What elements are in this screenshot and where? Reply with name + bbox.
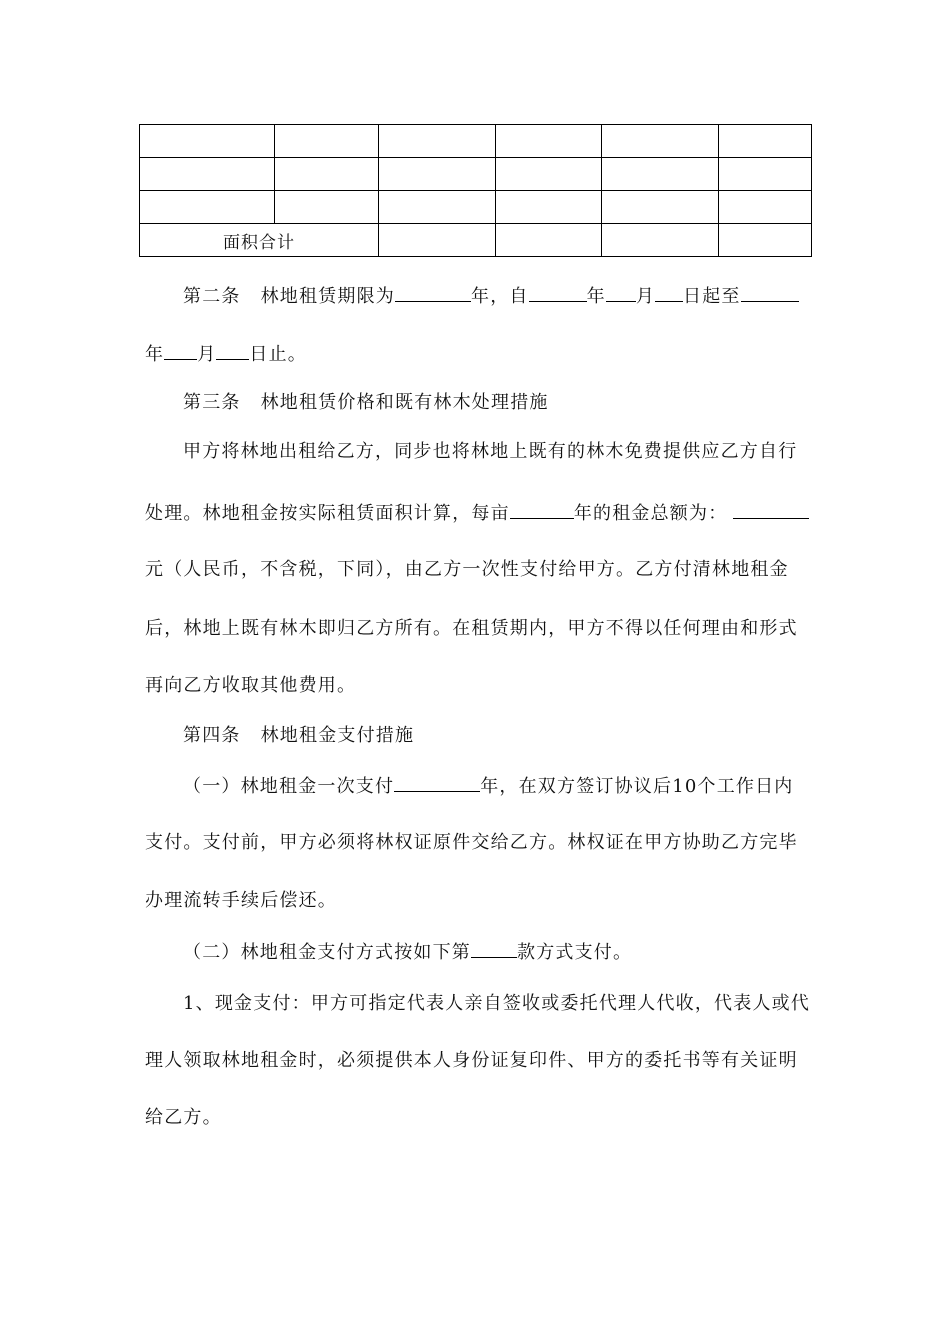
table-cell — [379, 224, 496, 257]
text: 年 — [586, 286, 606, 307]
article4-heading: 第四条 — [183, 725, 241, 746]
table-cell — [719, 224, 812, 257]
paragraph-line: 理人领取林地租金时，必须提供本人身份证复印件、甲方的委托书等有关证明 — [145, 1050, 798, 1071]
table-cell — [602, 224, 719, 257]
text: 月 — [197, 344, 217, 365]
paragraph-line: 支付。支付前，甲方必须将林权证原件交给乙方。林权证在甲方协助乙方完毕 — [145, 832, 798, 853]
blank-field — [394, 773, 480, 792]
paragraph-line — [183, 939, 810, 965]
article4-heading-line — [183, 724, 810, 748]
table-cell — [140, 125, 275, 158]
text: （一）林地租金一次支付 — [183, 776, 395, 797]
article3-heading: 第三条 — [183, 392, 241, 413]
area-table — [139, 124, 812, 257]
blank-field — [216, 341, 249, 360]
table-cell — [275, 125, 379, 158]
paragraph-line: 再向乙方收取其他费用。 — [145, 675, 357, 696]
text: 日止。 — [249, 344, 308, 365]
text: 月 — [635, 286, 656, 307]
blank-field — [471, 939, 517, 958]
blank-field — [733, 500, 809, 519]
text: 年，自 — [471, 286, 529, 307]
text: 日起至 — [683, 286, 741, 307]
text: 年的租金总额为： — [573, 503, 728, 524]
table-cell — [496, 158, 602, 191]
table-cell — [719, 191, 812, 224]
text: 年，在双方签订协议后10个工作日内 — [480, 776, 794, 797]
table-row-total — [140, 224, 812, 257]
paragraph-line: 1、现金支付：甲方可指定代表人亲自签收或委托代理人代收，代表人或代 — [183, 993, 811, 1014]
table-row — [140, 158, 812, 191]
paragraph-line: 甲方将林地出租给乙方，同步也将林地上既有的林木免费提供应乙方自行 — [183, 441, 798, 462]
blank-field — [395, 283, 471, 302]
table-row — [140, 125, 812, 158]
table-row — [140, 191, 812, 224]
table-cell — [602, 125, 719, 158]
table-cell — [496, 191, 602, 224]
article4-title: 林地租金支付措施 — [260, 725, 415, 746]
blank-field — [164, 341, 197, 360]
article2-line2 — [145, 341, 810, 367]
table-cell — [496, 224, 602, 257]
area-total-label: 面积合计 — [140, 224, 379, 257]
text: 林地租赁期限为 — [260, 286, 396, 307]
blank-field — [510, 500, 574, 519]
table-cell — [275, 158, 379, 191]
paragraph-line: 给乙方。 — [145, 1107, 222, 1128]
article2-line1 — [183, 283, 810, 309]
article3-heading-line — [183, 391, 810, 415]
blank-field — [529, 283, 587, 302]
article3-title: 林地租赁价格和既有林木处理措施 — [260, 392, 549, 413]
article2-heading: 第二条 — [183, 286, 241, 307]
paragraph-line — [145, 500, 810, 526]
table-cell — [602, 191, 719, 224]
paragraph-line: 办理流转手续后偿还。 — [145, 890, 337, 911]
paragraph-line: 元（人民币，不含税，下同），由乙方一次性支付给甲方。乙方付清林地租金 — [145, 559, 789, 580]
table-cell — [379, 158, 496, 191]
paragraph-line: 后，林地上既有林木即归乙方所有。在租赁期内，甲方不得以任何理由和形式 — [145, 618, 798, 639]
blank-field — [655, 283, 683, 302]
text: （二）林地租金支付方式按如下第 — [183, 942, 471, 963]
table-cell — [496, 125, 602, 158]
paragraph-line — [183, 773, 810, 799]
blank-field — [606, 283, 636, 302]
blank-field — [741, 283, 799, 302]
table-cell — [275, 191, 379, 224]
table-cell — [140, 191, 275, 224]
text: 款方式支付。 — [517, 942, 633, 963]
table-cell — [379, 125, 496, 158]
text: 处理。林地租金按实际租赁面积计算，每亩 — [145, 503, 510, 524]
table-cell — [719, 125, 812, 158]
table-cell — [602, 158, 719, 191]
table-cell — [379, 191, 496, 224]
table-cell — [140, 158, 275, 191]
table-cell — [719, 158, 812, 191]
text: 年 — [145, 344, 165, 365]
